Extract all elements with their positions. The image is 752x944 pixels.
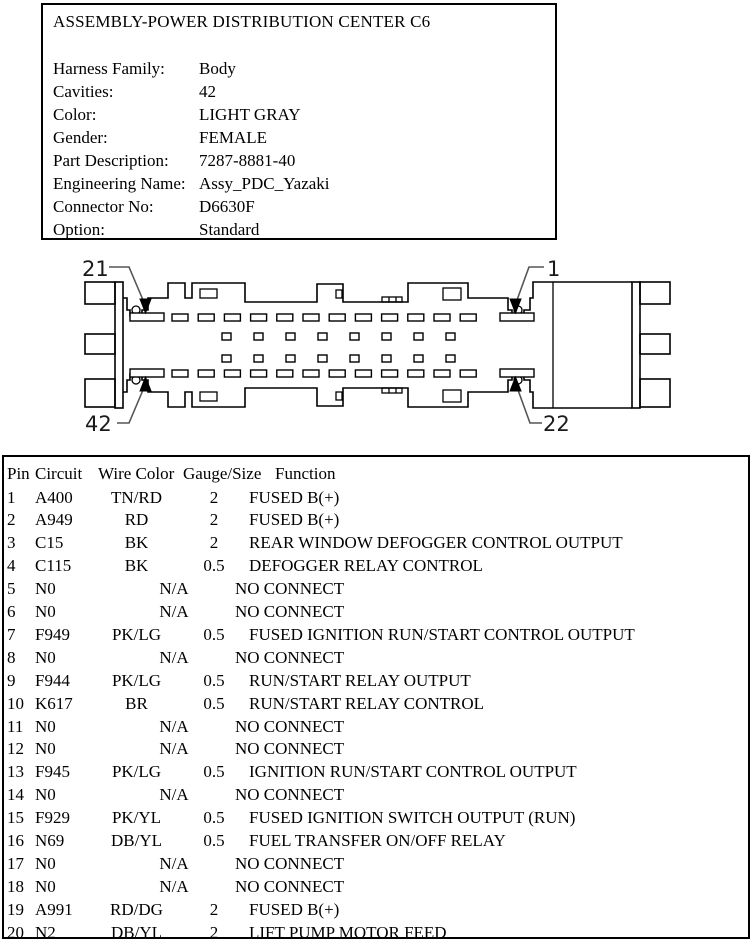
- table-row: [4, 737, 748, 760]
- spec-field-value: D6630F: [199, 197, 255, 216]
- cavity-slot: [303, 314, 319, 321]
- cell-function: FUEL TRANSFER ON/OFF RELAY: [249, 831, 506, 850]
- cell-gauge-size: N/A: [159, 647, 189, 667]
- cell-circuit: A991: [35, 899, 73, 919]
- pinout-table: [2, 455, 750, 942]
- pin-21-label: 21: [82, 257, 109, 281]
- cell-wire-color: BR: [125, 693, 148, 713]
- spec-field-row: [53, 218, 555, 241]
- cell-circuit: N2: [35, 922, 56, 942]
- cell-pin: 15: [7, 808, 24, 828]
- table-row: [4, 508, 748, 531]
- spec-field-row: [53, 80, 555, 103]
- table-row: [4, 898, 748, 921]
- cell-pin: 7: [7, 624, 16, 644]
- cell-gauge-size: 2: [209, 922, 219, 942]
- cell-wire-color: RD: [124, 510, 149, 530]
- cavity-slot: [350, 355, 359, 362]
- cell-gauge-size: N/A: [159, 739, 189, 759]
- connector-spec-box: [41, 3, 557, 240]
- table-row: [4, 760, 748, 783]
- center-latch-bottom: [336, 392, 342, 400]
- table-row: [4, 806, 748, 829]
- cavity-slot: [350, 333, 359, 340]
- connector-outline-top: [123, 282, 632, 316]
- cell-wire-color: DB/YL: [111, 922, 162, 942]
- spec-field-value: Assy_PDC_Yazaki: [199, 174, 330, 193]
- pin-1-label: 1: [547, 257, 561, 281]
- cavity-slot: [414, 355, 423, 362]
- cavity-slot: [251, 370, 267, 377]
- cell-function: IGNITION RUN/START CONTROL OUTPUT: [249, 762, 577, 782]
- cell-pin: 13: [7, 762, 24, 782]
- cell-pin: 8: [7, 647, 16, 667]
- cavity-slot: [329, 370, 345, 377]
- left-tab-middle: [85, 334, 115, 354]
- spec-field-label: Gender:: [53, 128, 108, 147]
- cell-function: NO CONNECT: [235, 602, 345, 621]
- cell-wire-color: PK/LG: [111, 762, 162, 782]
- spec-field-label: Connector No:: [53, 197, 154, 216]
- spec-field-label: Part Description:: [53, 151, 169, 170]
- column-header-pin: Pin: [7, 464, 30, 483]
- table-row: [4, 646, 748, 669]
- cell-circuit: F945: [35, 762, 70, 782]
- cell-gauge-size: 0.5: [203, 831, 225, 850]
- pin-22-label: 22: [543, 412, 570, 436]
- spec-field-label: Cavities:: [53, 82, 114, 101]
- cell-function: REAR WINDOW DEFOGGER CONTROL OUTPUT: [249, 533, 623, 553]
- cell-wire-color: TN/RD: [111, 487, 162, 507]
- left-tab-bottom: [85, 379, 115, 407]
- cavity-slot: [303, 370, 319, 377]
- connector-drawing: [72, 255, 682, 440]
- spec-field-row: [53, 103, 555, 126]
- cell-pin: 6: [7, 602, 16, 621]
- pin-21-leader: [109, 267, 143, 300]
- spec-field-value: Standard: [199, 220, 260, 239]
- cell-pin: 2: [7, 510, 16, 530]
- table-row: [4, 554, 748, 577]
- cavity-slot: [318, 355, 327, 362]
- cavity-slot: [224, 314, 240, 321]
- cell-gauge-size: 0.5: [203, 556, 225, 576]
- cell-circuit: F929: [35, 808, 70, 828]
- pin-1-leader: [517, 267, 544, 300]
- spec-field-label: Engineering Name:: [53, 174, 186, 193]
- right-cap-wall: [632, 282, 640, 408]
- cell-circuit: N0: [35, 785, 56, 805]
- column-header-wire-color: Wire Color: [98, 464, 175, 483]
- cell-pin: 14: [7, 785, 24, 805]
- cavity-slot: [224, 370, 240, 377]
- spec-field-value: 7287-8881-40: [199, 151, 296, 170]
- cell-function: FUSED B(+): [249, 899, 340, 919]
- cell-pin: 19: [7, 899, 24, 919]
- table-row: [4, 623, 748, 646]
- cell-gauge-size: N/A: [159, 602, 189, 621]
- cavity-slot: [355, 370, 371, 377]
- spec-field-value: LIGHT GRAY: [199, 105, 301, 124]
- spec-field-value: FEMALE: [199, 128, 267, 147]
- cavity-pin-1: [500, 313, 534, 321]
- cell-gauge-size: 0.5: [203, 624, 225, 644]
- cell-function: NO CONNECT: [235, 716, 345, 736]
- spec-field-value: Body: [199, 59, 236, 78]
- cavity-slot: [382, 370, 398, 377]
- table-row: [4, 531, 748, 554]
- spec-field-row: [53, 172, 555, 195]
- cavity-slot: [251, 314, 267, 321]
- cell-pin: 1: [7, 487, 16, 507]
- table-row: [4, 715, 748, 738]
- table-row: [4, 600, 748, 623]
- cell-function: NO CONNECT: [235, 876, 345, 896]
- table-row: [4, 921, 748, 944]
- cavity-slot: [318, 333, 327, 340]
- column-header-circuit: Circuit: [35, 464, 83, 483]
- cavity-slot: [222, 333, 231, 340]
- cell-circuit: A400: [35, 487, 73, 507]
- column-header-gauge-size: Gauge/Size: [183, 464, 262, 483]
- cavity-slot: [434, 370, 450, 377]
- cell-function: FUSED B(+): [249, 510, 340, 530]
- cell-circuit: N0: [35, 602, 56, 621]
- cell-gauge-size: 2: [209, 510, 219, 530]
- cell-circuit: N0: [35, 716, 56, 736]
- cell-wire-color: PK/YL: [111, 808, 162, 828]
- cell-gauge-size: N/A: [159, 853, 189, 873]
- cell-gauge-size: 0.5: [203, 762, 225, 782]
- cavity-pin-42: [130, 369, 164, 377]
- cell-gauge-size: N/A: [159, 785, 189, 805]
- cell-wire-color: PK/LG: [111, 624, 162, 644]
- pin-22-leader: [518, 390, 542, 423]
- cavity-slot: [198, 370, 214, 377]
- cell-function: LIFT PUMP MOTOR FEED: [249, 922, 447, 942]
- cell-function: NO CONNECT: [235, 579, 345, 599]
- table-row: [4, 692, 748, 715]
- cell-pin: 3: [7, 533, 16, 553]
- cell-gauge-size: 0.5: [203, 670, 225, 690]
- cell-circuit: C115: [35, 556, 72, 576]
- cavity-slot: [434, 314, 450, 321]
- cell-gauge-size: N/A: [159, 876, 189, 896]
- cell-gauge-size: 0.5: [203, 693, 225, 713]
- cell-gauge-size: 2: [209, 487, 219, 507]
- cell-circuit: F949: [35, 624, 70, 644]
- cell-circuit: N69: [35, 831, 65, 850]
- cell-function: FUSED IGNITION RUN/START CONTROL OUTPUT: [249, 624, 635, 644]
- cell-function: FUSED IGNITION SWITCH OUTPUT (RUN): [249, 808, 576, 828]
- cavity-slot: [382, 355, 391, 362]
- cell-gauge-size: 2: [209, 533, 219, 553]
- cell-pin: 16: [7, 831, 24, 850]
- cell-circuit: N0: [35, 647, 56, 667]
- cavity-slot: [198, 314, 214, 321]
- spec-field-label: Color:: [53, 105, 97, 124]
- pin-42-label: 42: [85, 412, 112, 436]
- cell-wire-color: BK: [124, 533, 149, 553]
- connector-diagram: [72, 255, 682, 440]
- right-tab-middle: [640, 334, 670, 354]
- cell-pin: 18: [7, 876, 24, 896]
- latch-window-bottom-left: [200, 392, 217, 401]
- cavity-grid: [172, 314, 476, 377]
- cell-circuit: K617: [35, 693, 73, 713]
- cell-function: NO CONNECT: [235, 739, 345, 759]
- cell-circuit: N0: [35, 876, 56, 896]
- cell-pin: 11: [7, 716, 24, 736]
- cell-function: NO CONNECT: [235, 647, 345, 667]
- cell-gauge-size: 2: [209, 899, 219, 919]
- cell-pin: 17: [7, 853, 24, 873]
- cell-function: NO CONNECT: [235, 853, 345, 873]
- table-row: [4, 852, 748, 875]
- left-cap-wall: [115, 282, 123, 408]
- cavity-slot: [222, 355, 231, 362]
- cavity-slot: [408, 370, 424, 377]
- cell-function: DEFOGGER RELAY CONTROL: [249, 556, 483, 576]
- cell-circuit: N0: [35, 579, 56, 599]
- cell-circuit: N0: [35, 853, 56, 873]
- table-row: [4, 669, 748, 692]
- cell-pin: 12: [7, 739, 24, 759]
- spec-field-list: [53, 57, 555, 241]
- cavity-slot: [446, 333, 455, 340]
- cell-wire-color: DB/YL: [111, 831, 162, 850]
- cell-gauge-size: N/A: [159, 716, 189, 736]
- spec-field-row: [53, 195, 555, 218]
- cavity-slot: [277, 314, 293, 321]
- cavity-slot: [254, 333, 263, 340]
- latch-window-top-right: [443, 288, 461, 300]
- cavity-slot: [460, 370, 476, 377]
- spec-field-label: Option:: [53, 220, 105, 239]
- cavity-slot: [414, 333, 423, 340]
- left-tab-top: [85, 282, 115, 304]
- cell-function: FUSED B(+): [249, 487, 340, 507]
- latch-window-bottom-right: [443, 390, 461, 402]
- spec-field-value: 42: [199, 82, 216, 101]
- table-row: [4, 577, 748, 600]
- cell-gauge-size: N/A: [159, 579, 189, 599]
- cell-circuit: F944: [35, 670, 70, 690]
- cavity-slot: [446, 355, 455, 362]
- table-row: [4, 875, 748, 898]
- cell-wire-color: BK: [124, 556, 149, 576]
- cavity-pin-22: [500, 369, 534, 377]
- latch-window-top-left: [200, 289, 217, 298]
- cell-circuit: C15: [35, 533, 64, 553]
- cavity-slot: [254, 355, 263, 362]
- spec-field-row: [53, 149, 555, 172]
- cavity-slot: [277, 370, 293, 377]
- spec-field-label: Harness Family:: [53, 59, 165, 78]
- cavity-slot: [329, 314, 345, 321]
- column-header-function: Function: [275, 464, 336, 483]
- cell-wire-color: RD/DG: [110, 899, 163, 919]
- cavity-slot: [382, 333, 391, 340]
- right-tab-bottom: [640, 379, 670, 407]
- cell-function: RUN/START RELAY OUTPUT: [249, 670, 471, 690]
- table-row: [4, 783, 748, 806]
- cavity-slot: [408, 314, 424, 321]
- cell-gauge-size: 0.5: [203, 808, 225, 828]
- cavity-slot: [355, 314, 371, 321]
- cavity-slot: [460, 314, 476, 321]
- cell-circuit: N0: [35, 739, 56, 759]
- spec-field-row: [53, 126, 555, 149]
- cavity-pin-21: [130, 313, 164, 321]
- cell-pin: 4: [7, 556, 16, 576]
- table-row: [4, 829, 748, 852]
- cavity-slot: [286, 355, 295, 362]
- right-tab-top: [640, 282, 670, 304]
- cavity-slot: [382, 314, 398, 321]
- cell-pin: 9: [7, 670, 16, 690]
- cavity-slot: [172, 370, 188, 377]
- page-title: ASSEMBLY-POWER DISTRIBUTION CENTER C6: [53, 12, 431, 31]
- cell-pin: 10: [7, 693, 24, 713]
- center-latch-top: [336, 290, 342, 298]
- cell-wire-color: PK/LG: [111, 670, 162, 690]
- cavity-slot: [172, 314, 188, 321]
- connector-outline-bottom: [123, 374, 632, 408]
- cell-function: RUN/START RELAY CONTROL: [249, 693, 485, 713]
- cell-function: NO CONNECT: [235, 785, 345, 805]
- pin-42-leader: [117, 390, 143, 423]
- spec-field-row: [53, 57, 555, 80]
- cell-circuit: A949: [35, 510, 73, 530]
- pinout-table-header: [4, 462, 748, 485]
- cell-pin: 20: [7, 922, 24, 942]
- cavity-slot: [286, 333, 295, 340]
- table-row: [4, 486, 748, 509]
- cell-pin: 5: [7, 579, 16, 599]
